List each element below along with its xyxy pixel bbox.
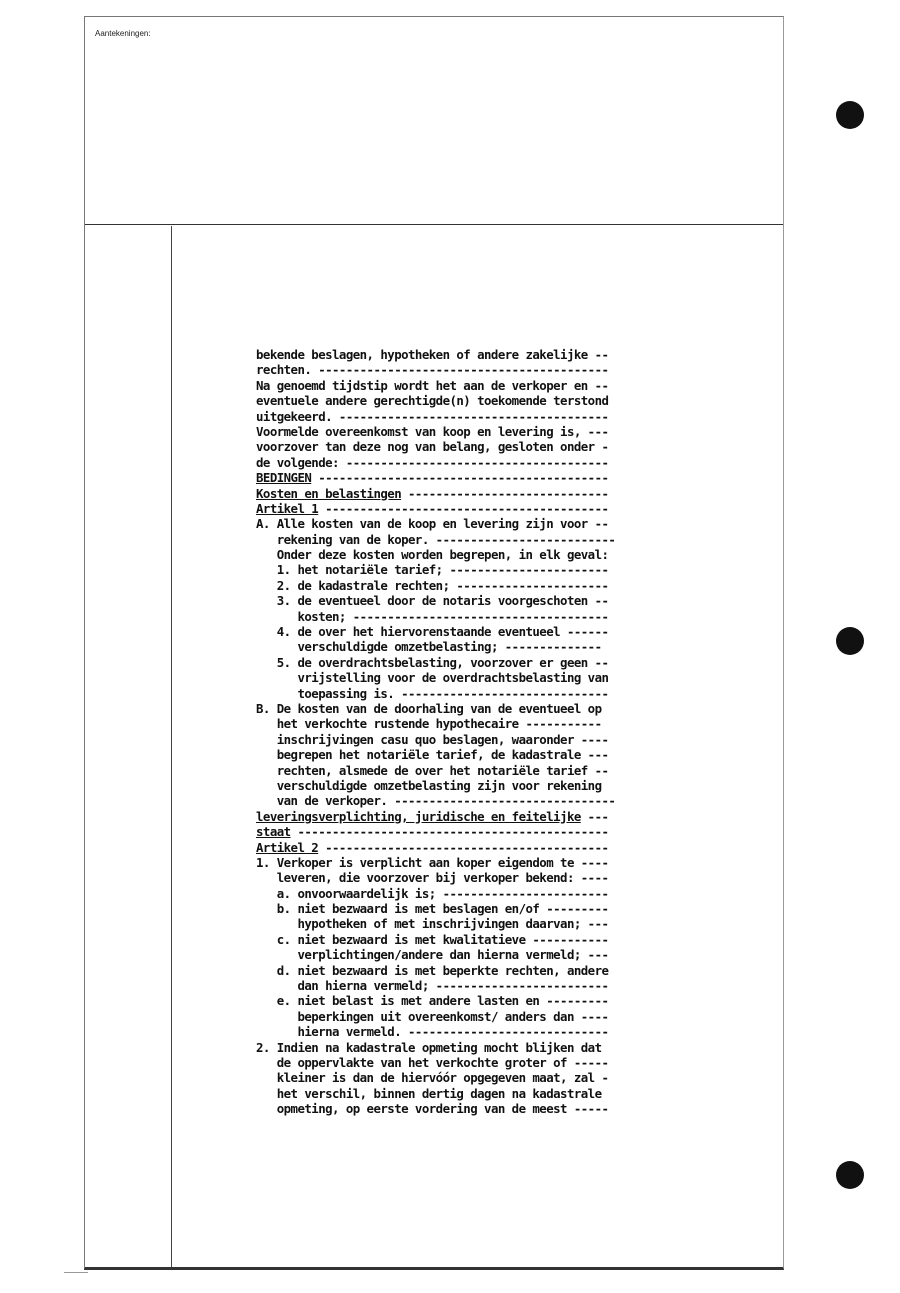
text-line: 1. het notariële tarief; ----------------------- [276,562,609,578]
text-line: toepassing is. ------------------------------ [297,685,609,701]
text-line: het verkochte rustende hypothecaire ----------- [276,716,602,732]
text-line: Artikel 1 ----------------------------------------- [256,500,609,516]
text-line: c. niet bezwaard is met kwalitatieve ----------- [276,931,609,947]
text-line: de oppervlakte van het verkochte groter of ----- [276,1054,609,1070]
text-line: verschuldigde omzetbelasting zijn voor rekening [276,777,602,793]
text-line: vrijstelling voor de overdrachtsbelasting van [297,670,609,686]
text-line: Artikel 2 ----------------------------------------- [256,839,609,855]
text-line: Na genoemd tijdstip wordt het aan de verkoper en -- [256,377,609,393]
text-line: leveren, die voorzover bij verkoper bekend: ---- [276,870,609,886]
text-line: hypotheken of met inschrijvingen daarvan; --- [297,916,609,932]
text-line: begrepen het notariële tarief, de kadastrale --- [276,747,609,763]
deed-page [84,16,784,1270]
text-line: rechten. ------------------------------------------ [256,362,609,378]
left-margin-column [85,226,172,1267]
text-line: voorzover tan deze nog van belang, gesloten onder - [256,439,609,455]
text-line: rechten, alsmede de over het notariële tarief -- [276,762,609,778]
text-line: rekening van de koper. -------------------------- [276,531,616,547]
text-line: Onder deze kosten worden begrepen, in elk geval: [276,547,609,563]
punch-hole-bottom [836,1161,864,1189]
text-line: hierna vermeld. ----------------------------- [297,1024,609,1040]
text-line: de volgende: -------------------------------------- [256,454,609,470]
text-line: kleiner is dan de hiervóór opgegeven maat, zal - [276,1070,609,1086]
text-line: opmeting, op eerste vordering van de meest ----- [276,1101,609,1117]
text-line: Kosten en belastingen ----------------------------- [256,485,609,501]
notes-label: Aantekeningen: [95,29,151,38]
text-line: dan hierna vermeld; ------------------------- [297,978,609,994]
text-line: beperkingen uit overeenkomst/ anders dan ---- [297,1008,609,1024]
text-line: 2. Indien na kadastrale opmeting mocht blijken dat [256,1039,602,1055]
scan-speck [64,1272,88,1273]
text-line: inschrijvingen casu quo beslagen, waaronder ---- [276,731,609,747]
text-line: B. De kosten van de doorhaling van de eventueel op [256,700,602,716]
text-line: uitgekeerd. --------------------------------------- [256,408,609,424]
punch-hole-top [836,101,864,129]
text-line: d. niet bezwaard is met beperkte rechten, andere [276,962,609,978]
deed-text [256,347,776,1117]
text-line: staat --------------------------------------------- [256,824,609,840]
text-line: BEDINGEN ------------------------------------------ [256,470,609,486]
text-line: eventuele andere gerechtigde(n) toekomende terstond [256,393,609,409]
text-line: van de verkoper. -------------------------------- [276,793,616,809]
text-line: Voormelde overeenkomst van koop en levering is, --- [256,423,609,439]
text-line: 5. de overdrachtsbelasting, voorzover er geen -- [276,654,609,670]
text-line: b. niet bezwaard is met beslagen en/of --------- [276,901,609,917]
text-line: 3. de eventueel door de notaris voorgeschoten -- [276,593,609,609]
text-line: verschuldigde omzetbelasting; -------------- [297,639,602,655]
text-line: 4. de over het hiervorenstaande eventueel ------ [276,624,609,640]
text-line: A. Alle kosten van de koop en levering zijn voor -- [256,516,609,532]
text-line: kosten; ------------------------------------- [297,608,609,624]
text-line: 1. Verkoper is verplicht aan koper eigendom te ---- [256,854,609,870]
text-line: leveringsverplichting, juridische en feitelijke --- [256,808,609,824]
text-line: het verschil, binnen dertig dagen na kadastrale [276,1085,602,1101]
text-line: 2. de kadastrale rechten; ---------------------- [276,577,609,593]
notes-box [85,17,783,225]
punch-hole-middle [836,627,864,655]
text-line: a. onvoorwaardelijk is; ------------------------ [276,885,609,901]
text-line: verplichtingen/andere dan hierna vermeld; --- [297,947,609,963]
text-line: e. niet belast is met andere lasten en --------- [276,993,609,1009]
text-line: bekende beslagen, hypotheken of andere zakelijke -- [256,347,609,362]
